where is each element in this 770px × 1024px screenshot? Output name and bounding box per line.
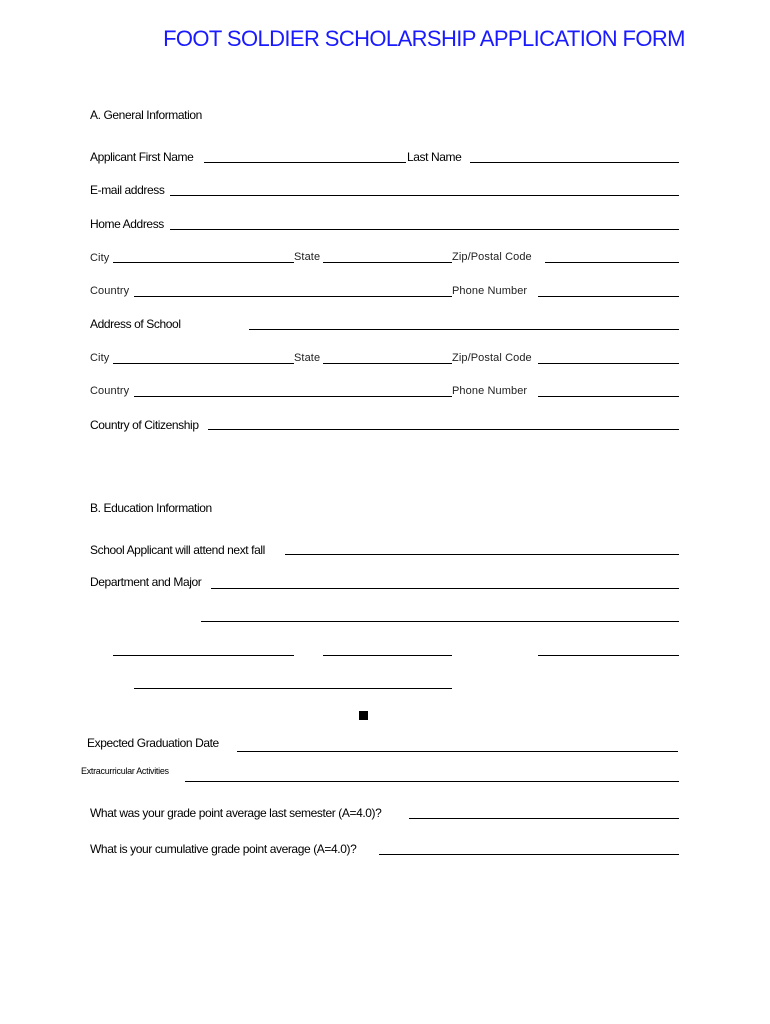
department-major-field-2[interactable] bbox=[201, 621, 679, 622]
school-zip-field[interactable] bbox=[538, 363, 679, 364]
blank-field-4[interactable] bbox=[134, 688, 452, 689]
home-address-label: Home Address bbox=[90, 217, 164, 231]
gpa-cumulative-label: What is your cumulative grade point average (A=4.0)? bbox=[90, 842, 357, 856]
school-address-field[interactable] bbox=[249, 329, 679, 330]
home-state-label: State bbox=[294, 251, 321, 263]
department-major-field[interactable] bbox=[211, 588, 679, 589]
school-next-fall-field[interactable] bbox=[285, 554, 679, 555]
school-next-fall-label: School Applicant will attend next fall bbox=[90, 543, 265, 557]
home-city-field[interactable] bbox=[113, 262, 294, 263]
home-city-label: City bbox=[90, 252, 110, 264]
home-country-field[interactable] bbox=[134, 296, 452, 297]
home-phone-label: Phone Number bbox=[452, 285, 528, 297]
school-address-label: Address of School bbox=[90, 317, 181, 331]
extracurricular-field[interactable] bbox=[185, 781, 679, 782]
first-name-label: Applicant First Name bbox=[90, 150, 194, 164]
school-phone-label: Phone Number bbox=[452, 385, 528, 397]
school-phone-field[interactable] bbox=[538, 396, 679, 397]
email-label: E-mail address bbox=[90, 183, 165, 197]
gpa-last-semester-label: What was your grade point average last semester (A=4.0)? bbox=[90, 806, 382, 820]
school-state-field[interactable] bbox=[323, 363, 452, 364]
citizenship-field[interactable] bbox=[208, 429, 679, 430]
home-zip-label: Zip/Postal Code bbox=[452, 251, 532, 263]
first-name-field[interactable] bbox=[204, 162, 406, 163]
extracurricular-label: Extracurricular Activities bbox=[81, 766, 169, 776]
department-major-label: Department and Major bbox=[90, 575, 202, 589]
home-phone-field[interactable] bbox=[538, 296, 679, 297]
school-city-label: City bbox=[90, 352, 110, 364]
graduation-date-field[interactable] bbox=[237, 751, 678, 752]
email-field[interactable] bbox=[170, 195, 679, 196]
graduation-date-label: Expected Graduation Date bbox=[87, 736, 219, 750]
blank-field-3[interactable] bbox=[538, 655, 679, 656]
gpa-last-semester-field[interactable] bbox=[409, 818, 679, 819]
last-name-field[interactable] bbox=[470, 162, 679, 163]
square-bullet-icon bbox=[359, 711, 368, 720]
home-address-field[interactable] bbox=[170, 229, 679, 230]
section-a-heading: A. General Information bbox=[90, 108, 202, 122]
blank-field-2[interactable] bbox=[323, 655, 452, 656]
home-country-label: Country bbox=[90, 285, 130, 297]
last-name-label: Last Name bbox=[407, 150, 462, 164]
home-zip-field[interactable] bbox=[545, 262, 679, 263]
blank-field-1[interactable] bbox=[113, 655, 294, 656]
section-b-heading: B. Education Information bbox=[90, 501, 212, 515]
school-state-label: State bbox=[294, 352, 321, 364]
school-city-field[interactable] bbox=[113, 363, 294, 364]
form-title: FOOT SOLDIER SCHOLARSHIP APPLICATION FORM bbox=[163, 26, 685, 51]
gpa-cumulative-field[interactable] bbox=[379, 854, 679, 855]
school-country-field[interactable] bbox=[134, 396, 452, 397]
school-zip-label: Zip/Postal Code bbox=[452, 352, 532, 364]
home-state-field[interactable] bbox=[323, 262, 452, 263]
school-country-label: Country bbox=[90, 385, 130, 397]
citizenship-label: Country of Citizenship bbox=[90, 418, 199, 432]
